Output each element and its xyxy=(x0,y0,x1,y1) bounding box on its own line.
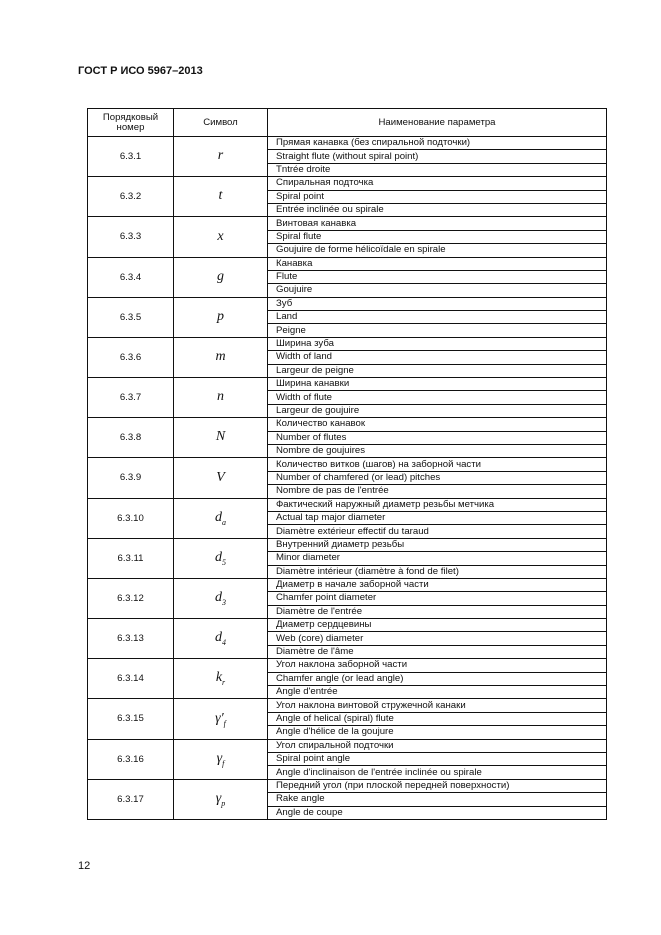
name-english: Flute xyxy=(268,270,607,283)
symbol-main: g xyxy=(217,268,224,284)
row-number: 6.3.10 xyxy=(88,498,174,538)
table-row xyxy=(88,619,607,632)
name-english: Width of land xyxy=(268,351,607,364)
name-french: Diamètre de l'âme xyxy=(268,645,607,658)
name-russian: Диаметр в начале заборной части xyxy=(268,578,607,591)
row-number: 6.3.11 xyxy=(88,538,174,578)
name-french: Goujuire xyxy=(268,284,607,297)
name-french: Diamètre de l'entrée xyxy=(268,605,607,618)
name-french: Largeur de goujuire xyxy=(268,404,607,417)
symbol-main: m xyxy=(215,349,226,365)
name-russian: Винтовая канавка xyxy=(268,217,607,230)
symbol-main: d xyxy=(215,509,222,525)
row-symbol xyxy=(174,177,268,217)
symbol-subscript: 3 xyxy=(222,597,226,607)
table-row xyxy=(88,458,607,471)
symbol-main: d xyxy=(215,590,222,606)
name-french: Angle d'inclinaison de l'entrée inclinée ou spirale xyxy=(268,766,607,779)
name-russian: Угол наклона заборной части xyxy=(268,659,607,672)
name-french: Entrée inclinée ou spirale xyxy=(268,203,607,216)
symbol-main: V xyxy=(216,469,225,485)
row-symbol xyxy=(174,257,268,297)
name-english: Web (core) diameter xyxy=(268,632,607,645)
row-symbol xyxy=(174,297,268,337)
row-symbol xyxy=(174,699,268,739)
symbol-main: k xyxy=(215,670,223,686)
table-row xyxy=(88,418,607,431)
symbol-main: N xyxy=(215,429,226,445)
name-english: Minor diameter xyxy=(268,552,607,565)
table-row xyxy=(88,297,607,310)
symbol-main: x xyxy=(217,228,224,244)
name-english: Spiral point xyxy=(268,190,607,203)
row-number: 6.3.13 xyxy=(88,619,174,659)
table-row xyxy=(88,257,607,270)
name-english: Land xyxy=(268,311,607,324)
name-french: Diamètre extérieur effectif du taraud xyxy=(268,525,607,538)
row-symbol xyxy=(174,378,268,418)
row-symbol xyxy=(174,619,268,659)
symbol-main: n xyxy=(217,389,224,405)
name-french: Largeur de peigne xyxy=(268,364,607,377)
symbol-main: p xyxy=(217,308,224,324)
symbol-subscript: r xyxy=(222,678,226,688)
row-number: 6.3.12 xyxy=(88,578,174,618)
name-french: Angle d'hélice de la goujure xyxy=(268,726,607,739)
table-row xyxy=(88,378,607,391)
row-symbol xyxy=(174,418,268,458)
symbol-main: γ xyxy=(215,790,222,806)
row-number: 6.3.1 xyxy=(88,137,174,177)
table-row xyxy=(88,659,607,672)
row-symbol xyxy=(174,217,268,257)
row-number: 6.3.14 xyxy=(88,659,174,699)
symbol-subscript: a xyxy=(222,517,226,527)
row-number: 6.3.6 xyxy=(88,337,174,377)
row-number: 6.3.9 xyxy=(88,458,174,498)
column-header-name: Наименование параметра xyxy=(268,109,607,137)
name-french: Diamètre intérieur (diamètre à fond de filet) xyxy=(268,565,607,578)
symbol-subscript: 5 xyxy=(222,557,226,567)
name-russian: Угол спиральной подточки xyxy=(268,739,607,752)
name-english: Number of chamfered (or lead) pitches xyxy=(268,471,607,484)
row-symbol xyxy=(174,458,268,498)
table-header-row xyxy=(88,109,607,137)
row-symbol xyxy=(174,578,268,618)
name-english: Rake angle xyxy=(268,793,607,806)
symbol-main: t xyxy=(218,188,223,204)
name-french: Peigne xyxy=(268,324,607,337)
name-english: Straight flute (without spiral point) xyxy=(268,150,607,163)
name-russian: Передний угол (при плоской передней поверхности) xyxy=(268,779,607,792)
column-header-symbol: Символ xyxy=(174,109,268,137)
name-french: Angle de coupe xyxy=(268,806,607,819)
name-russian: Ширина зуба xyxy=(268,337,607,350)
name-russian: Прямая канавка (без спиральной подточки) xyxy=(268,137,607,150)
name-english: Chamfer point diameter xyxy=(268,592,607,605)
symbol-main: γ xyxy=(216,750,223,766)
row-number: 6.3.2 xyxy=(88,177,174,217)
table-row xyxy=(88,739,607,752)
table-row xyxy=(88,498,607,511)
row-symbol xyxy=(174,137,268,177)
table-row xyxy=(88,699,607,712)
column-header-number: Порядковый номер xyxy=(88,109,174,137)
row-symbol xyxy=(174,337,268,377)
row-number: 6.3.7 xyxy=(88,378,174,418)
row-number: 6.3.4 xyxy=(88,257,174,297)
name-english: Spiral point angle xyxy=(268,752,607,765)
table-row xyxy=(88,337,607,350)
table-row xyxy=(88,137,607,150)
name-english: Spiral flute xyxy=(268,230,607,243)
table-row xyxy=(88,177,607,190)
row-number: 6.3.3 xyxy=(88,217,174,257)
name-english: Number of flutes xyxy=(268,431,607,444)
name-russian: Диаметр сердцевины xyxy=(268,619,607,632)
name-french: Goujuire de forme hélicoïdale en spirale xyxy=(268,244,607,257)
name-french: Nombre de goujuires xyxy=(268,444,607,457)
row-number: 6.3.8 xyxy=(88,418,174,458)
symbol-subscript: p xyxy=(221,798,226,808)
row-symbol xyxy=(174,538,268,578)
name-english: Chamfer angle (or lead angle) xyxy=(268,672,607,685)
name-french: Tntrée droite xyxy=(268,163,607,176)
table-row xyxy=(88,779,607,792)
row-number: 6.3.15 xyxy=(88,699,174,739)
row-number: 6.3.16 xyxy=(88,739,174,779)
row-symbol xyxy=(174,779,268,819)
name-russian: Внутренний диаметр резьбы xyxy=(268,538,607,551)
row-symbol xyxy=(174,659,268,699)
name-russian: Фактический наружный диаметр резьбы метчика xyxy=(268,498,607,511)
name-english: Width of flute xyxy=(268,391,607,404)
symbol-main: d xyxy=(215,630,222,646)
name-french: Nombre de pas de l'entrée xyxy=(268,485,607,498)
table-row xyxy=(88,217,607,230)
name-russian: Канавка xyxy=(268,257,607,270)
symbol-subscript: 4 xyxy=(222,638,226,648)
name-russian: Спиральная подточка xyxy=(268,177,607,190)
table-row xyxy=(88,538,607,551)
name-russian: Количество канавок xyxy=(268,418,607,431)
name-english: Actual tap major diameter xyxy=(268,511,607,524)
document-header: ГОСТ Р ИСО 5967–2013 xyxy=(78,65,203,77)
name-russian: Зуб xyxy=(268,297,607,310)
table-row xyxy=(88,578,607,591)
symbol-main: γ′ xyxy=(215,710,224,726)
parameters-table xyxy=(87,108,607,820)
name-russian: Количество витков (шагов) на заборной части xyxy=(268,458,607,471)
symbol-main: r xyxy=(217,148,224,164)
row-symbol xyxy=(174,498,268,538)
row-symbol xyxy=(174,739,268,779)
name-french: Angle d'entrée xyxy=(268,686,607,699)
page-number: 12 xyxy=(78,860,91,872)
symbol-main: d xyxy=(215,549,222,565)
symbol-subscript: f xyxy=(223,718,226,728)
row-number: 6.3.17 xyxy=(88,779,174,819)
row-number: 6.3.5 xyxy=(88,297,174,337)
name-russian: Угол наклона винтовой стружечной канаки xyxy=(268,699,607,712)
name-russian: Ширина канавки xyxy=(268,378,607,391)
symbol-subscript: f xyxy=(222,758,225,768)
name-english: Angle of helical (spiral) flute xyxy=(268,712,607,725)
